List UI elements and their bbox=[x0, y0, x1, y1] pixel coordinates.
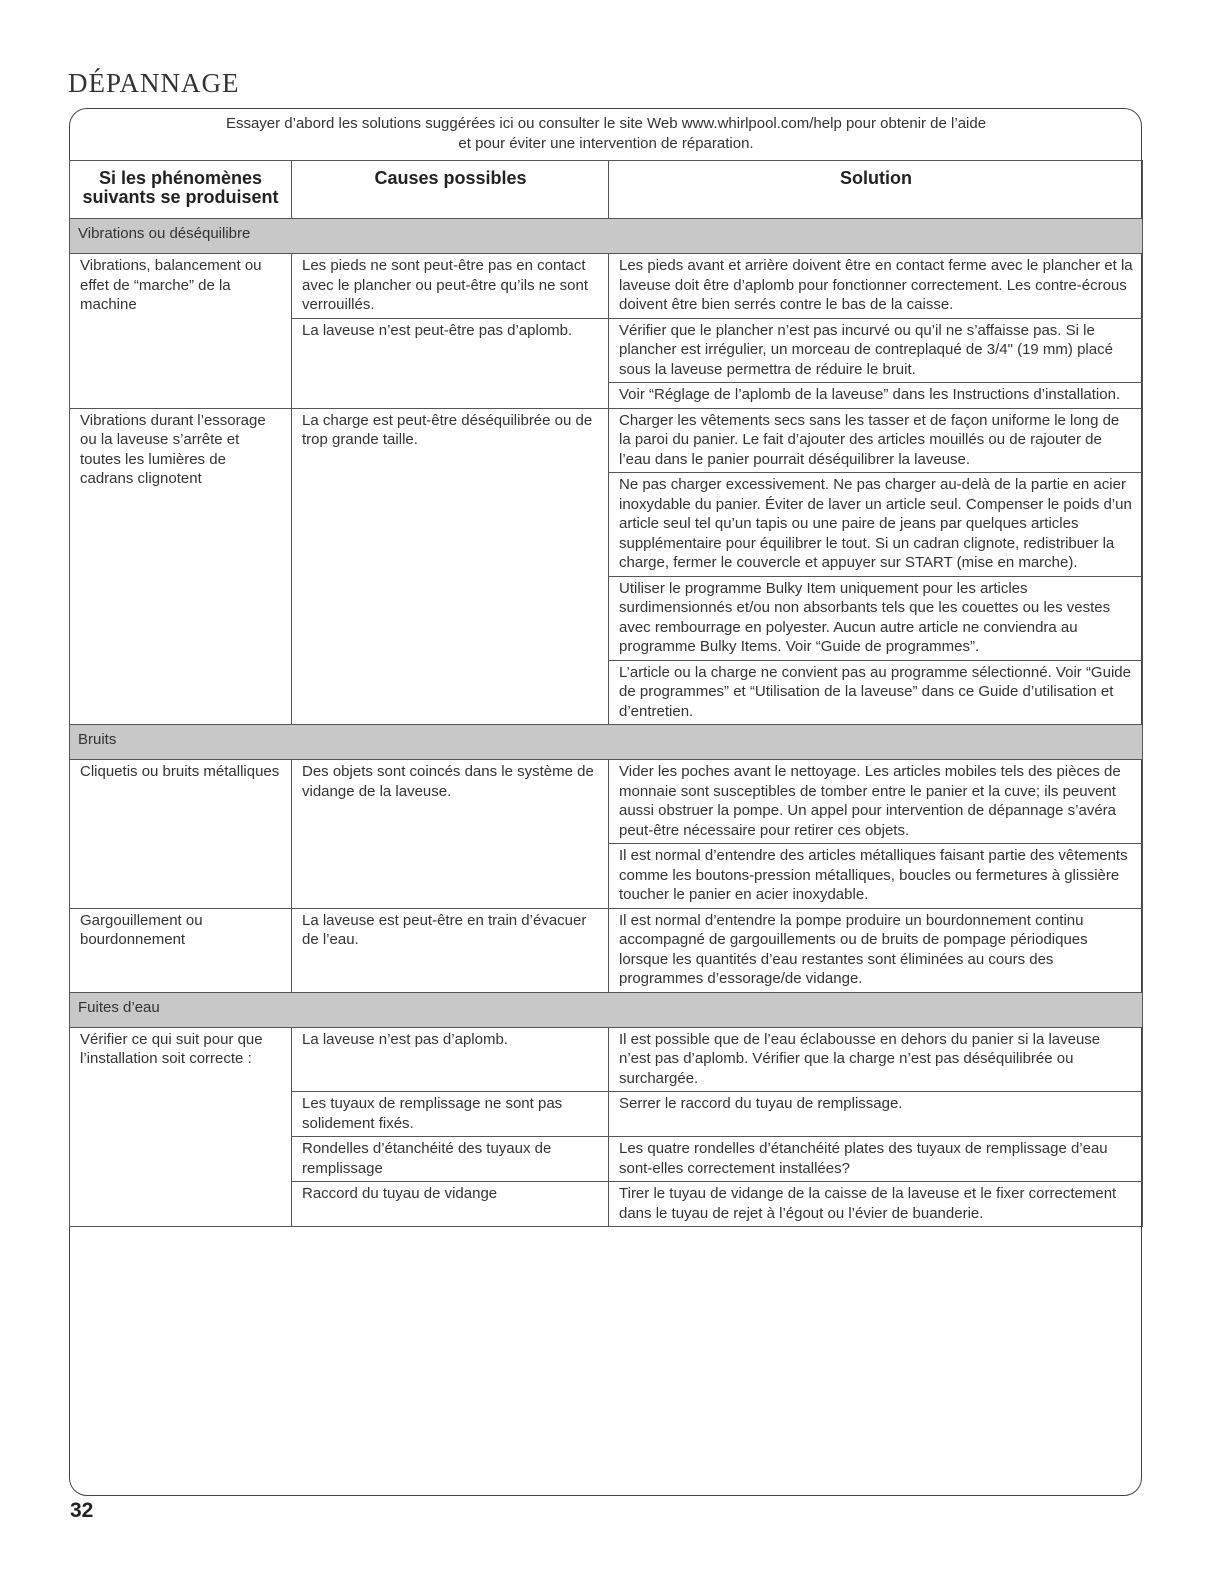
header-symptom: Si les phénomènes suivants se produisent bbox=[70, 161, 292, 219]
symptom-cell: Vérifier ce qui suit pour que l’installation soit correcte : bbox=[70, 1027, 292, 1227]
solution-cell: Vérifier que le plancher n’est pas incurvé ou qu’il ne s’affaisse pas. Si le plancher est irrégulier, un morceau de contreplaqué de 3/4" (19 mm) placé sous la laveuse permettra de réduire le bruit. bbox=[609, 318, 1143, 383]
intro-text bbox=[70, 114, 1142, 154]
page-title: DÉPANNAGE bbox=[68, 68, 240, 98]
solution-cell: Voir “Réglage de l’aplomb de la laveuse” dans les Instructions d’installation. bbox=[609, 383, 1143, 409]
solution-cell: Serrer le raccord du tuyau de remplissage. bbox=[609, 1092, 1143, 1137]
cause-cell: Rondelles d’étanchéité des tuyaux de remplissage bbox=[292, 1137, 609, 1182]
cause-cell: Raccord du tuyau de vidange bbox=[292, 1182, 609, 1227]
table-row bbox=[70, 760, 1143, 844]
table-row bbox=[70, 908, 1143, 992]
solution-cell: Les pieds avant et arrière doivent être en contact ferme avec le plancher et la laveuse doit être d’aplomb pour fonctionner correctement. Les contre-écrous doivent être bien serrés contre le bas de la caisse. bbox=[609, 254, 1143, 319]
header-solution: Solution bbox=[609, 161, 1143, 219]
cause-cell: Des objets sont coincés dans le système de vidange de la laveuse. bbox=[292, 760, 609, 909]
solution-cell: Charger les vêtements secs sans les tasser et de façon uniforme le long de la paroi du panier. Le fait d’ajouter des articles mouillés ou de rajouter de l’eau dans le panier pourrait déséquilibrer la laveuse. bbox=[609, 408, 1143, 473]
solution-cell: Tirer le tuyau de vidange de la caisse de la laveuse et le fixer correctement dans le tuyau de rejet à l’égout ou l’évier de buanderie. bbox=[609, 1182, 1143, 1227]
solution-cell: Il est possible que de l’eau éclabousse en dehors du panier si la laveuse n’est pas d’aplomb. Vérifier que la charge n’est pas déséquilibrée ou surchargée. bbox=[609, 1027, 1143, 1092]
cause-cell: La laveuse n’est peut-être pas d’aplomb. bbox=[292, 318, 609, 408]
table-row bbox=[70, 254, 1143, 319]
solution-cell: L’article ou la charge ne convient pas au programme sélectionné. Voir “Guide de programmes” et “Utilisation de la laveuse” dans ce Guide d’utilisation et d’entretien. bbox=[609, 660, 1143, 725]
cause-cell: Les tuyaux de remplissage ne sont pas solidement fixés. bbox=[292, 1092, 609, 1137]
cause-cell: La laveuse est peut-être en train d’évacuer de l’eau. bbox=[292, 908, 609, 992]
intro-line-2: et pour éviter une intervention de réparation. bbox=[458, 135, 754, 152]
page-number: 32 bbox=[70, 1499, 94, 1522]
intro-line-1: Essayer d’abord les solutions suggérées ici ou consulter le site Web www.whirlpool.com/help pour obtenir de l’aide bbox=[225, 115, 987, 132]
symptom-cell: Vibrations, balancement ou effet de “marche” de la machine bbox=[70, 254, 292, 409]
cause-cell: La laveuse n’est pas d’aplomb. bbox=[292, 1027, 609, 1092]
table-body bbox=[70, 219, 1143, 1227]
section-header-row bbox=[70, 219, 1143, 254]
symptom-cell: Gargouillement ou bourdonnement bbox=[70, 908, 292, 992]
solution-cell: Il est normal d’entendre des articles métalliques faisant partie des vêtements comme les boutons-pression métalliques, boucles ou fermetures à glissière toucher le panier en acier inoxydable. bbox=[609, 844, 1143, 909]
solution-cell: Vider les poches avant le nettoyage. Les articles mobiles tels des pièces de monnaie sont susceptibles de tomber entre le panier et la cuve; ils peuvent aussi obstruer la pompe. Un appel pour intervention de dépannage s’avéra peut-être nécessaire pour retirer ces objets. bbox=[609, 760, 1143, 844]
solution-cell: Les quatre rondelles d’étanchéité plates des tuyaux de remplissage d’eau sont-elles correctement installées? bbox=[609, 1137, 1143, 1182]
cause-cell: Les pieds ne sont peut-être pas en contact avec le plancher ou peut-être qu’ils ne sont verrouillés. bbox=[292, 254, 609, 319]
symptom-cell: Vibrations durant l’essorage ou la laveuse s’arrête et toutes les lumières de cadrans clignotent bbox=[70, 408, 292, 725]
table-header-row bbox=[70, 161, 1143, 219]
cause-cell: La charge est peut-être déséquilibrée ou de trop grande taille. bbox=[292, 408, 609, 725]
symptom-cell: Cliquetis ou bruits métalliques bbox=[70, 760, 292, 909]
table-row bbox=[70, 408, 1143, 473]
solution-cell: Utiliser le programme Bulky Item uniquement pour les articles surdimensionnés et/ou non absorbants tels que les couettes ou les vestes avec rembourrage en polyester. Aucun autre article ne conviendra au programme Bulky Items. Voir “Guide de programmes”. bbox=[609, 576, 1143, 660]
troubleshooting-table bbox=[69, 160, 1143, 1227]
table-row bbox=[70, 1027, 1143, 1092]
solution-cell: Ne pas charger excessivement. Ne pas charger au-delà de la partie en acier inoxydable du panier. Éviter de laver un article seul. Compenser le poids d’un article seul tel qu’un tapis ou une paire de jeans par quelques articles supplémentaire pour équilibrer le tout. Si un cadran clignote, redistribuer la charge, fermer le couvercle et appuyer sur START (mise en marche). bbox=[609, 473, 1143, 577]
header-causes: Causes possibles bbox=[292, 161, 609, 219]
section-title: Vibrations ou déséquilibre bbox=[70, 219, 1143, 254]
solution-cell: Il est normal d’entendre la pompe produire un bourdonnement continu accompagné de gargouillements ou de bruits de pompage périodiques lorsque les quantités d’eau restantes sont éliminées au cours des programmes d’essorage/de vidange. bbox=[609, 908, 1143, 992]
section-title: Fuites d’eau bbox=[70, 992, 1143, 1027]
section-title: Bruits bbox=[70, 725, 1143, 760]
section-header-row bbox=[70, 725, 1143, 760]
section-header-row bbox=[70, 992, 1143, 1027]
